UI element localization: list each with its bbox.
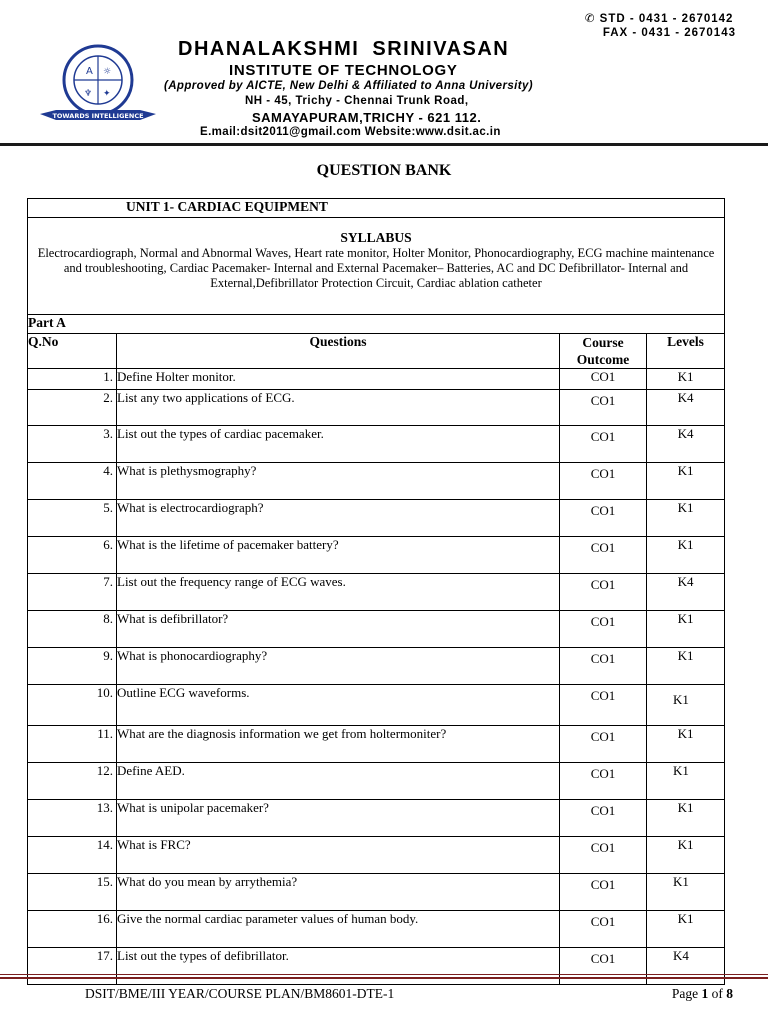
question-text: What is phonocardiography? — [117, 648, 560, 685]
question-text: List out the types of defibrillator. — [117, 948, 560, 985]
table-header-row — [28, 334, 725, 369]
institute-subtitle: INSTITUTE OF TECHNOLOGY — [229, 62, 458, 79]
level: K4 — [647, 948, 725, 985]
course-outcome: CO1 — [560, 463, 647, 500]
question-text: What is unipolar pacemaker? — [117, 800, 560, 837]
question-row — [28, 837, 725, 874]
institute-logo — [36, 44, 160, 126]
svg-text:TOWARDS INTELLIGENCE: TOWARDS INTELLIGENCE — [52, 112, 144, 120]
level: K1 — [647, 369, 725, 390]
course-outcome: CO1 — [560, 648, 647, 685]
question-text: Define AED. — [117, 763, 560, 800]
level: K4 — [647, 426, 725, 463]
course-outcome: CO1 — [560, 537, 647, 574]
question-row — [28, 763, 725, 800]
question-number: 11. — [28, 726, 117, 763]
level: K1 — [647, 874, 725, 911]
question-number: 8. — [28, 611, 117, 648]
question-row — [28, 390, 725, 426]
question-text: What is FRC? — [117, 837, 560, 874]
level: K4 — [647, 574, 725, 611]
page-total: 8 — [726, 986, 733, 1001]
course-outcome: CO1 — [560, 800, 647, 837]
level: K1 — [647, 463, 725, 500]
institute-road: NH - 45, Trichy - Chennai Trunk Road, — [245, 95, 469, 107]
course-outcome: CO1 — [560, 390, 647, 426]
level: K1 — [647, 726, 725, 763]
footer-divider-thick — [0, 977, 768, 979]
level: K1 — [647, 685, 725, 726]
svg-text:✦: ✦ — [103, 89, 111, 99]
course-outcome: CO1 — [560, 837, 647, 874]
col-header-questions: Questions — [117, 334, 560, 369]
header-divider — [0, 143, 768, 146]
course-outcome: CO1 — [560, 500, 647, 537]
syllabus-heading: SYLLABUS — [340, 230, 412, 245]
part-row — [28, 315, 725, 334]
col-header-course-outcome: Course Outcome — [560, 334, 647, 369]
question-number: 15. — [28, 874, 117, 911]
page-number — [672, 986, 733, 1002]
question-text: List out the frequency range of ECG waves. — [117, 574, 560, 611]
question-number: 9. — [28, 648, 117, 685]
question-number: 1. — [28, 369, 117, 390]
institute-email-website: E.mail:dsit2011@gmail.com Website:www.dsit.ac.in — [200, 126, 501, 138]
footer-divider-thin — [0, 974, 768, 975]
question-text: List out the types of cardiac pacemaker. — [117, 426, 560, 463]
question-row — [28, 574, 725, 611]
page-title: QUESTION BANK — [316, 162, 452, 179]
question-number: 5. — [28, 500, 117, 537]
question-number: 17. — [28, 948, 117, 985]
question-number: 7. — [28, 574, 117, 611]
question-text: Give the normal cardiac parameter values of human body. — [117, 911, 560, 948]
question-row — [28, 874, 725, 911]
question-text: What are the diagnosis information we get from holtermoniter? — [117, 726, 560, 763]
question-row — [28, 500, 725, 537]
syllabus-text: Electrocardiograph, Normal and Abnormal Waves, Heart rate monitor, Holter Monitor, Phonocardiography, ECG machine maintenance and troubleshooting, Cardiac Pacemaker- Internal and External Pacemaker– Batteries, AC and DC Defibrillator- Internal and External,Defibrillator Protection Circuit, Cardiac ablation catheter — [37, 246, 715, 290]
footer-course-code: DSIT/BME/III YEAR/COURSE PLAN/BM8601-DTE-1 — [85, 986, 395, 1001]
institute-name: DHANALAKSHMI SRINIVASAN — [178, 38, 510, 60]
course-outcome: CO1 — [560, 874, 647, 911]
part-label: Part A — [28, 315, 725, 334]
course-outcome: CO1 — [560, 911, 647, 948]
question-text: What is defibrillator? — [117, 611, 560, 648]
col-header-levels: Levels — [647, 334, 725, 369]
svg-text:☼: ☼ — [103, 67, 112, 77]
question-number: 3. — [28, 426, 117, 463]
course-outcome: CO1 — [560, 763, 647, 800]
question-number: 6. — [28, 537, 117, 574]
question-row — [28, 911, 725, 948]
svg-text:A: A — [86, 66, 93, 77]
question-row — [28, 726, 725, 763]
level: K1 — [647, 911, 725, 948]
question-number: 14. — [28, 837, 117, 874]
question-text: What do you mean by arrythemia? — [117, 874, 560, 911]
page-current: 1 — [701, 986, 709, 1001]
level: K4 — [647, 390, 725, 426]
page-word: Page — [671, 986, 702, 1001]
col-header-qno: Q.No — [28, 334, 117, 369]
question-text: What is electrocardiograph? — [117, 500, 560, 537]
question-row — [28, 426, 725, 463]
question-row — [28, 800, 725, 837]
question-number: 12. — [28, 763, 117, 800]
question-number: 10. — [28, 685, 117, 726]
unit-row — [28, 199, 725, 218]
level: K1 — [647, 763, 725, 800]
question-number: 13. — [28, 800, 117, 837]
question-text: Define Holter monitor. — [117, 369, 560, 390]
course-outcome: CO1 — [560, 574, 647, 611]
level: K1 — [647, 611, 725, 648]
svg-text:♆: ♆ — [84, 89, 93, 99]
question-row — [28, 648, 725, 685]
level: K1 — [647, 500, 725, 537]
level: K1 — [647, 537, 725, 574]
course-outcome: CO1 — [560, 726, 647, 763]
course-outcome: CO1 — [560, 948, 647, 985]
course-outcome: CO1 — [560, 685, 647, 726]
question-row — [28, 685, 725, 726]
course-outcome: CO1 — [560, 426, 647, 463]
page-of: of — [708, 986, 727, 1001]
question-table — [27, 198, 725, 985]
course-outcome: CO1 — [560, 611, 647, 648]
question-number: 4. — [28, 463, 117, 500]
course-outcome: CO1 — [560, 369, 647, 390]
question-text: What is the lifetime of pacemaker battery? — [117, 537, 560, 574]
question-row — [28, 537, 725, 574]
syllabus-row — [28, 218, 725, 315]
contact-numbers — [585, 12, 736, 40]
question-text: What is plethysmography? — [117, 463, 560, 500]
institute-place: SAMAYAPURAM,TRICHY - 621 112. — [252, 110, 482, 125]
level: K1 — [647, 800, 725, 837]
fax-number: FAX - 0431 - 2670143 — [602, 27, 736, 39]
question-row — [28, 369, 725, 390]
question-rows — [28, 369, 725, 985]
question-row — [28, 611, 725, 648]
question-text: Outline ECG waveforms. — [117, 685, 560, 726]
level: K1 — [647, 837, 725, 874]
question-text: List any two applications of ECG. — [117, 390, 560, 426]
question-number: 16. — [28, 911, 117, 948]
unit-title: UNIT 1- CARDIAC EQUIPMENT — [28, 199, 725, 218]
level: K1 — [647, 648, 725, 685]
question-number: 2. — [28, 390, 117, 426]
institute-approval: (Approved by AICTE, New Delhi & Affiliated to Anna University) — [164, 80, 533, 92]
std-number: ✆ STD - 0431 - 2670142 — [584, 13, 734, 25]
question-row — [28, 463, 725, 500]
